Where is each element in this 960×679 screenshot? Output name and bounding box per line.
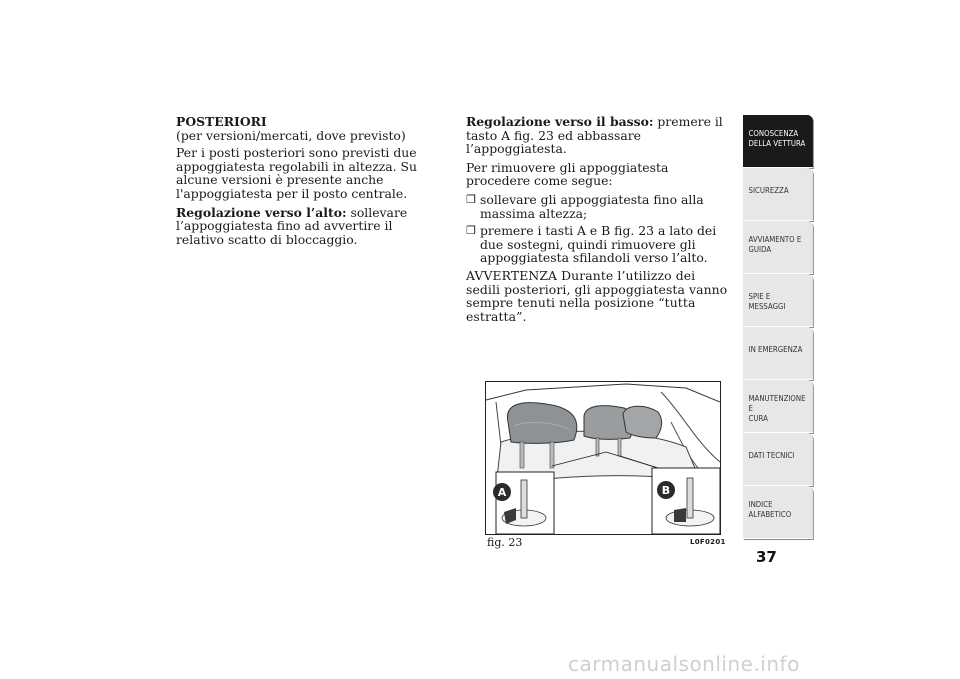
section-subheading: (per versioni/mercati, dove previsto) [176,127,406,143]
rear-seat-headrest-drawing [486,382,720,534]
warning-paragraph: AVVERTENZA Durante l’utilizzo dei sedili posteriori, gli appoggiatesta vanno sempre tenuti nella posizione “tutta estratta”. [466,267,728,324]
page-number: 37 [756,548,777,566]
tab-sicurezza[interactable] [743,168,813,221]
tab-label: DELLA VETTURA [748,139,806,148]
tab-label: SPIE E MESSAGGI [748,292,786,311]
tab-dati-tecnici[interactable] [743,433,813,486]
list-item [466,193,728,220]
tab-label: DATI TECNICI [748,451,795,460]
tab-label: ALFABETICO [748,510,792,519]
removal-intro-paragraph: Per rimuovere gli appoggiatesta procedere come segue: [466,159,669,189]
upward-adjustment-title: Regolazione verso l’alto: [176,204,347,220]
callout-label-b: B [661,484,671,497]
site-watermark: carmanualsonline.info [568,652,800,676]
upward-adjustment-text: sollevare l’appoggiatesta fino ad avvertire il relativo scatto di bloccaggio. [176,204,408,247]
tab-spie-e-messaggi[interactable] [743,274,813,327]
tab-conoscenza-della-vettura[interactable] [743,115,813,168]
section-heading: POSTERIORI [176,114,267,129]
chapter-tabs [743,115,819,539]
figure-code: L0F0201 [690,538,726,546]
callout-label-a: A [497,486,507,499]
intro-paragraph: Per i posti posteriori sono previsti due appoggiatesta regolabili in altezza. Su alcune versioni è presente anche l'appoggiatesta per il posto centrale. [176,145,417,201]
list-item-text: sollevare gli appoggiatesta fino alla massima altezza; [480,191,704,221]
tab-label: CONOSCENZA [748,129,799,138]
tab-manutenzione-e-cura[interactable] [743,380,813,433]
downward-adjustment-text: premere il tasto A fig. 23 ed abbassare l’appoggiatesta. [466,114,723,157]
figure-caption: fig. 23 [487,536,523,549]
tab-label: INDICE [748,500,773,509]
left-column [176,115,444,251]
tab-label: IN EMERGENZA [748,345,803,354]
checkbox-bullet-icon: ❒ [466,224,476,238]
checkbox-bullet-icon: ❒ [466,192,476,206]
tab-label: SICUREZZA [748,186,789,195]
downward-adjustment-title: Regolazione verso il basso: [466,114,654,129]
tab-avviamento-e-guida[interactable] [743,221,813,274]
tab-label: GUIDA [748,245,772,254]
list-item [466,224,728,265]
tab-in-emergenza[interactable] [743,327,813,380]
upward-adjustment-paragraph [176,206,444,247]
downward-adjustment-paragraph [466,115,728,156]
tab-label: MANUTENZIONE E [748,394,806,413]
right-column [466,115,728,328]
tab-label: CURA [748,414,768,423]
tab-label: AVVIAMENTO E [748,235,802,244]
tab-indice-alfabetico[interactable] [743,486,813,539]
headrest-illustration [485,381,721,535]
list-item-text: premere i tasti A e B fig. 23 a lato dei due sostegni, quindi rimuovere gli appoggiatesta sfilandoli verso l’alto. [480,223,717,266]
